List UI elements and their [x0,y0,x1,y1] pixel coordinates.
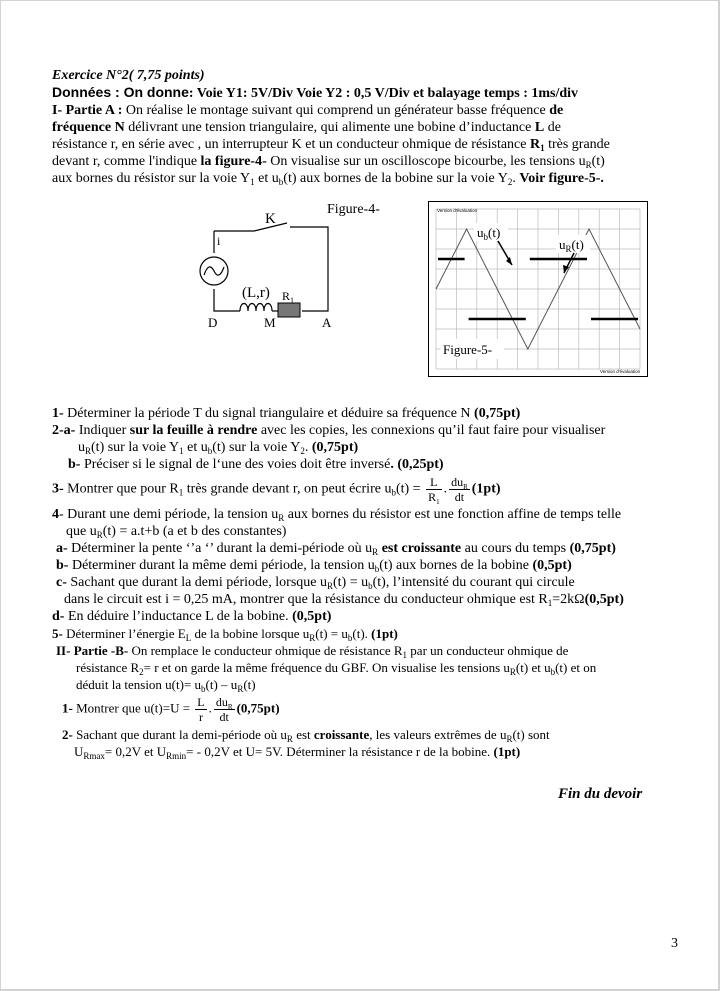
subscript: b [347,633,353,643]
text: c- [56,575,67,590]
label-lr: (L,r) [242,285,270,301]
subscript: 1 [179,446,184,456]
page-number: 3 [671,936,678,951]
text: de la bobine lorsque u [194,626,310,641]
text: résistance R [76,660,140,675]
text: (t) aux bornes de la bobine [379,558,529,573]
exercise-content [52,67,692,760]
text: (1pt) [471,481,501,497]
text: 1- [62,700,73,716]
subscript: Rmax [83,751,105,761]
text: et u [187,440,208,455]
part-a-intro-line-4 [52,153,692,170]
text: croissante [313,727,370,742]
text: Sachant que durant la demi-période où u [76,727,287,742]
text: 2-a- [52,423,76,438]
part-a-heading: I- Partie A : [52,103,123,118]
text: r [198,710,203,724]
text: R [529,137,541,152]
text: =2kΩ [552,592,585,607]
text: Déterminer la période T du signal triangulaire et déduire sa fréquence N [67,406,471,421]
text: fréquence N [52,120,125,135]
label-m: M [264,315,276,330]
subscript: R [85,446,92,456]
coil-symbol [240,304,272,312]
text: 4 [52,507,59,522]
part-a-intro-line-3 [52,136,692,153]
subscript: b [207,446,213,456]
subscript: b [391,487,396,498]
text: (t) sont [512,727,550,742]
text: Montrer que pour R [67,481,179,497]
subscript: 1 [402,650,408,660]
text: Sachant que durant la demi période, lorsque u [70,575,327,590]
text: = r et on garde la même fréquence du GBF. On visualise les tensions u [143,660,510,675]
fraction-dur-over-dt-2 [214,695,235,724]
text: En déduire l’inductance L de la bobine. [67,609,289,624]
text: (t) = u [315,626,348,641]
text: On visualise sur un oscilloscope bicourbe, les tensions u [270,154,586,169]
part-b-question-2-cont [52,743,692,760]
label-k: K [265,211,276,227]
fraction-l-over-r [195,695,206,724]
part-a-intro-line-1 [52,102,692,119]
subscript: R [286,734,293,744]
figures-area [52,201,692,387]
label-ub: $u_b(t)$ [477,225,501,242]
fraction-l-over-r1 [426,475,442,504]
question-4 [52,506,692,523]
text: = 0,2V et U [104,744,167,759]
part-a-intro-line-2 [52,119,692,136]
text: 1- [52,406,64,421]
text: est croissante [381,541,462,556]
question-4b [52,557,692,574]
fraction-dur-over-dt [449,475,470,504]
text: (0,75pt) [474,406,521,421]
question-4-cont [52,523,692,540]
text: (t) – u [205,677,238,692]
subscript: R [278,513,285,523]
part-b-question-1: 1- Montrer que u(t)=U = $\frac{L}{r}$ . $\frac{du_R}{dt}$ (0,75pt) [62,695,280,724]
given-data-line [52,84,692,102]
text: d- [52,609,65,624]
subscript: L [185,633,192,643]
subscript: 2 [139,667,144,677]
text: (t) = [395,481,421,497]
text: (0,5pt) [292,609,332,624]
text: (t) sur la voie Y [91,440,180,455]
text: b- [56,558,69,573]
text: du [215,695,228,709]
subscript: R [585,160,592,170]
text: (0,75pt) [236,700,280,716]
label-r1: $R_1$ [282,289,295,305]
subscript: R [506,734,513,744]
question-4d [52,608,692,625]
text: L [426,475,442,490]
label-ur: $u_R(t)$ [559,237,584,254]
given-data-values: : Voie Y1: 5V/Div Voie Y2 : 0,5 V/Div et balayage temps : 1ms/div [188,86,579,101]
text: (t) sur la voie Y [212,440,301,455]
subscript: 2 [507,177,513,187]
text: (1pt) [371,626,398,641]
question-2a [52,422,692,439]
text: L [197,695,205,709]
figure-4-circuit [192,201,392,341]
text: et u [258,171,279,186]
text: (0,5pt) [584,592,624,607]
subscript: b [550,667,556,677]
text: dt [454,490,465,504]
text: avec les copies, les connexions qu’il faut faire pour visualiser [260,423,606,438]
label-d: D [208,315,218,330]
text: du [451,475,464,489]
text: (t). [352,626,368,641]
subscript: R [326,581,333,591]
watermark-bottom: Version d'évaluation [600,369,641,374]
label-a: A [322,315,332,330]
text: . (0,25pt) [390,457,444,472]
figure-4-caption: Figure-4- [327,202,380,217]
question-1 [52,405,692,422]
part-b-line-2 [52,659,692,676]
text: est [296,727,311,742]
text: Voir figure-5-. [519,171,604,186]
text: aux bornes du résistor est une fonction affine de temps telle [287,507,622,522]
exercise-title: Exercice N°2( 7,75 points) [52,68,205,83]
subscript: 1 [547,598,553,608]
part-b-line-1 [52,642,692,659]
text: Déterminer durant la même demi période, la tension u [71,558,375,573]
text: (t) et u [515,660,551,675]
text: (t) [591,154,605,169]
question-2b [52,456,692,473]
text: U [74,744,84,759]
question-2a-cont: $u_R(t)$ sur la voie $Y_1$ et $u_b(t)$ sur la voie $Y_2$. (0,75pt) [78,440,359,456]
text: (t) = u [333,575,369,590]
text: la figure-4- [200,154,267,169]
watermark-top: Version d'évaluation [437,208,478,213]
question-4a [52,540,692,557]
text: b- [68,457,81,472]
text: déduit la tension u(t)= u [76,677,202,692]
subscript: 1 [436,498,440,506]
subscript: R [309,633,316,643]
text: = - 0,2V et U= 5V. Déterminer la résistance r de la bobine. [186,744,491,759]
text: Déterminer la pente ‘’a ‘’ durant la demi-période où u [71,541,373,556]
question-3: 3- Montrer que pour $R_1$ très grande devant r, on peut écrire $u_b(t)$ = $\frac{L}{R_1}$ . $\frac{du_R}{dt}$ (1pt) [52,475,501,506]
text: On remplace le conducteur ohmique de résistance R [131,643,403,658]
text: - Durant une demi période, la tension u [59,507,279,522]
subscript: b [201,684,206,694]
part-b-heading: II- Partie -B- [56,643,129,658]
text: devant r, comme l'indique [52,154,198,169]
subscript: R [372,547,379,557]
part-b-question-2 [52,726,692,743]
generator-wave [204,267,224,275]
text: Préciser si le signal de l‘une des voies doit être inversé [83,457,391,472]
question-4c-cont [52,591,692,608]
text: Indiquer [78,423,127,438]
text: . [512,171,516,186]
text: dans le circuit est i = 0,25 mA, montrer que la résistance du conducteur ohmique est R [64,592,548,607]
subscript: Rmin [166,751,187,761]
text: très grande devant r, on peut écrire u [186,481,392,497]
subscript: R [463,483,468,491]
text: (0,5pt) [532,558,572,573]
text: , les valeurs extrêmes de u [369,727,507,742]
text: de [547,120,561,135]
text: par un conducteur ohmique de [410,643,569,658]
text: délivrant une tension triangulaire, qui alimente une bobine d’inductance [128,120,532,135]
text: résistance r, en série avec , un interrupteur K et un conducteur ohmique de résistance [52,137,527,152]
figure-5-caption: Figure-5- [443,342,493,357]
text: très grande [548,137,610,152]
text: a- [56,541,68,556]
text: 2- [62,727,73,742]
text: On réalise le montage suivant qui comprend un générateur basse fréquence [125,103,546,118]
subscript: R [227,703,233,711]
text: 5- [52,626,63,641]
figure-5-oscilloscope [428,201,648,377]
text: aux bornes du résistor sur la voie Y [52,171,251,186]
label-i: i [217,234,221,248]
text: (1pt) [493,744,521,759]
part-a-intro-line-5 [52,170,692,187]
text: (t) et on [555,660,597,675]
part-b-line-3 [52,676,692,693]
text: Déterminer l’énergie E [66,626,186,641]
text: au cours du temps [464,541,567,556]
text: 3- [52,481,64,497]
text: (0,75pt) [311,440,359,455]
text: Montrer que u(t)=U = [76,700,191,716]
text: (0,75pt) [569,541,616,556]
subscript: R [237,684,244,694]
question-5 [52,625,692,642]
resistor-r1 [278,303,300,317]
end-of-assignment: Fin du devoir [558,786,643,802]
text: (t), l’intensité du courant qui circule [372,575,575,590]
text: sur la feuille à rendre [129,423,258,438]
text: (t) = a.t+b (a et b des constantes) [102,524,287,539]
subscript: b [368,581,373,591]
document-page [1,1,718,989]
text: que u [66,524,97,539]
circuit-wire-top [214,227,328,311]
subscript: b [374,564,380,574]
subscript: 2 [300,446,305,456]
subscript: b [278,177,284,187]
subscript: R [509,667,516,677]
question-4c [52,574,692,591]
subscript: 1 [178,487,184,498]
subscript: 1 [540,143,545,153]
text: de [549,103,564,118]
given-data-label: Données : On donne [52,84,189,100]
text: dt [219,710,229,724]
subscript: 1 [250,177,255,187]
text: R [428,490,437,504]
text: (t) aux bornes de la bobine sur la voie Y [283,171,508,186]
text: (t) [243,677,256,692]
subscript: R [96,530,103,540]
text: L [534,120,545,135]
